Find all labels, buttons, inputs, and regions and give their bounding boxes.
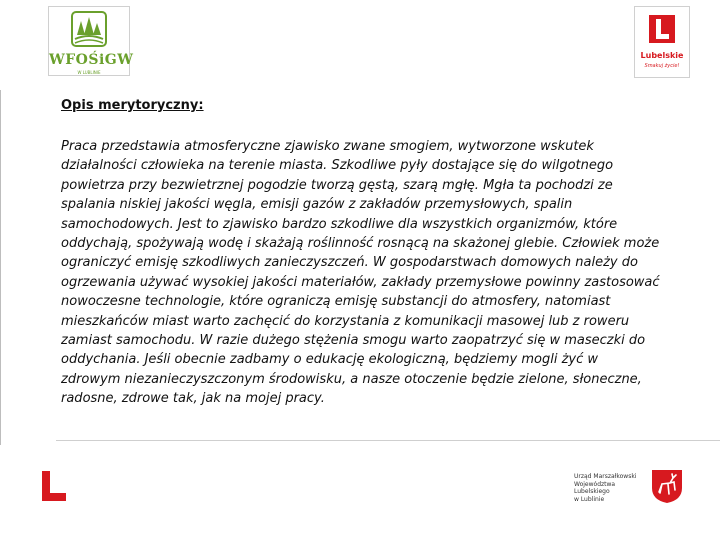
footer-divider — [56, 440, 720, 441]
page-heading: Opis merytoryczny: — [61, 98, 204, 113]
lubelskie-l-icon — [649, 15, 675, 43]
forest-emblem-icon — [71, 11, 107, 47]
lubelskie-tagline: Smakuj życie! — [644, 63, 680, 69]
office-line: w Lublinie — [574, 495, 605, 503]
wfosigw-subtext: W LUBLINIE — [77, 70, 101, 75]
deer-emblem-icon — [650, 468, 684, 504]
wfosigw-acronym: WFOŚiGW — [49, 52, 134, 68]
wfosigw-logo — [48, 6, 134, 76]
marshal-office-name — [574, 473, 648, 503]
lubelskie-l-footer-icon — [40, 469, 68, 502]
description-paragraph: Praca przedstawia atmosferyczne zjawisko zwane smogiem, wytworzone wskutek działalności człowieka na terenie miasta. Szkodliwe pyły dostające się do wilgotnego powietrza przy bezwietrznej pogodzie tworzą gęstą, szarą mgłę. Mgła ta pochodzi ze spalania niskiej jakości węgla, emisji gazów z zakładów przemysłowych, spalin samochodowych. Jest to zjawisko bardzo szkodliwe dla wszystkich organizmów, które oddychają, spożywają wodę i skażają roślinność rosnącą na skażonej glebie. Człowiek może ograniczyć emisję szkodliwych zanieczyszczeń. W gospodarstwach domowych należy do ogrzewania używać wysokiej jakości materiałów, zakłady przemysłowe powinny zastosować nowoczesne technologie, które ograniczą emisję substancji do atmosfery, natomiast mieszkańców miast warto zachęcić do korzystania z komunikacji masowej lub z roweru zamiast samochodu. W razie dużego stężenia smogu warto zaopatrzyć się w maseczki do oddychania. Jeśli obecnie zadbamy o edukację ekologiczną, będziemy mogli żyć w zdrowym niezanieczyszczonym środowisku, a nasze otoczenie będzie zielone, słoneczne, radosne, zdrowe tak, jak na mojej pracy. — [61, 139, 660, 407]
office-line: Województwa Lubelskiego — [574, 480, 616, 495]
left-border — [0, 90, 1, 445]
office-line: Urząd Marszałkowski — [574, 473, 637, 480]
lubelskie-name: Lubelskie — [640, 51, 684, 60]
lubelskie-logo — [634, 6, 690, 78]
